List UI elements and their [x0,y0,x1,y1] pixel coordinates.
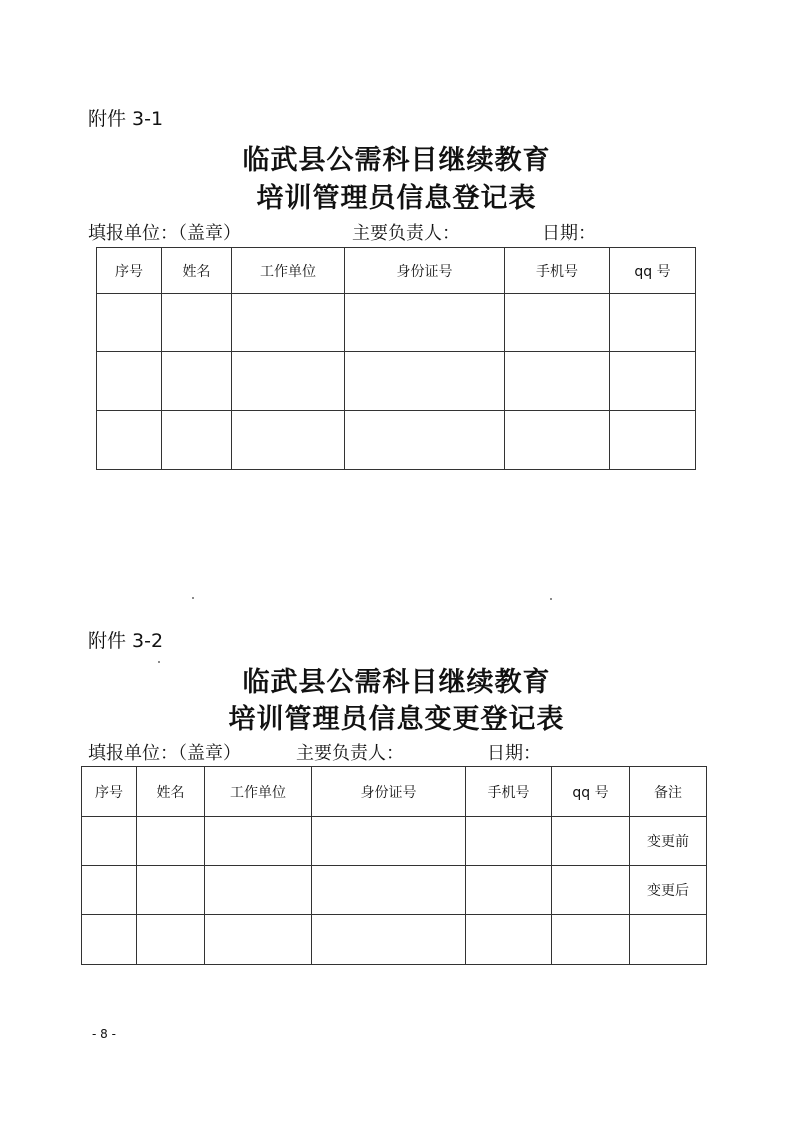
cell-index[interactable] [82,817,137,866]
table-row [82,866,707,915]
cell-index[interactable] [97,352,162,411]
header-remarks: 备注 [630,767,707,817]
cell-index[interactable] [97,411,162,470]
table-row [82,915,707,965]
header-id-number: 身份证号 [312,767,466,817]
header-name: 姓名 [162,248,232,294]
form2-fill-date: 日期： [487,743,541,764]
cell-work-unit[interactable] [205,915,312,965]
cell-qq[interactable] [552,817,630,866]
cell-remark-before: 变更前 [630,817,707,866]
header-work-unit: 工作单位 [232,248,345,294]
table-row [97,352,696,411]
cell-name[interactable] [162,411,232,470]
cell-work-unit[interactable] [205,817,312,866]
form2-fill-unit: 填报单位：（盖章） [88,743,241,764]
form2-table [81,766,707,965]
form1-table [96,247,696,470]
form1-fill-head: 主要负责人： [352,223,460,244]
cell-name[interactable] [162,294,232,352]
cell-id-number[interactable] [345,352,505,411]
cell-phone[interactable] [505,294,610,352]
header-work-unit: 工作单位 [205,767,312,817]
cell-index[interactable] [97,294,162,352]
cell-phone[interactable] [505,411,610,470]
cell-id-number[interactable] [345,411,505,470]
cell-name[interactable] [137,817,205,866]
cell-name[interactable] [162,352,232,411]
scan-speck [192,597,194,599]
table-row [97,294,696,352]
cell-phone[interactable] [505,352,610,411]
cell-name[interactable] [137,866,205,915]
form1-title-line2: 培训管理员信息登记表 [256,183,537,214]
cell-phone[interactable] [466,866,552,915]
cell-remark[interactable] [630,915,707,965]
cell-qq[interactable] [552,915,630,965]
form1-header-row [97,248,696,294]
form2-title-line2: 培训管理员信息变更登记表 [228,704,565,735]
cell-id-number[interactable] [312,866,466,915]
cell-qq[interactable] [610,294,696,352]
cell-qq[interactable] [610,352,696,411]
attachment-label-3-2: 附件 3-2 [88,630,164,652]
header-qq: qq 号 [610,248,696,294]
cell-work-unit[interactable] [232,411,345,470]
cell-qq[interactable] [610,411,696,470]
form1-fill-date: 日期： [542,223,596,244]
form2-fill-head: 主要负责人： [296,743,404,764]
header-index: 序号 [97,248,162,294]
header-phone: 手机号 [505,248,610,294]
table-row [97,411,696,470]
table-row [82,817,707,866]
header-name: 姓名 [137,767,205,817]
form2-header-row [82,767,707,817]
cell-id-number[interactable] [312,817,466,866]
header-phone: 手机号 [466,767,552,817]
attachment-label-3-1: 附件 3-1 [88,108,164,130]
form1-fill-unit: 填报单位：（盖章） [88,223,241,244]
scan-speck [550,598,552,600]
cell-name[interactable] [137,915,205,965]
header-index: 序号 [82,767,137,817]
cell-work-unit[interactable] [232,352,345,411]
cell-index[interactable] [82,866,137,915]
cell-id-number[interactable] [312,915,466,965]
cell-phone[interactable] [466,915,552,965]
form1-title-line1: 临武县公需科目继续教育 [242,145,551,176]
form2-title-line1: 临武县公需科目继续教育 [242,667,551,698]
cell-work-unit[interactable] [205,866,312,915]
cell-index[interactable] [82,915,137,965]
header-id-number: 身份证号 [345,248,505,294]
cell-id-number[interactable] [345,294,505,352]
cell-phone[interactable] [466,817,552,866]
cell-work-unit[interactable] [232,294,345,352]
page-number: - 8 - [92,1027,116,1041]
cell-remark-after: 变更后 [630,866,707,915]
header-qq: qq 号 [552,767,630,817]
cell-qq[interactable] [552,866,630,915]
